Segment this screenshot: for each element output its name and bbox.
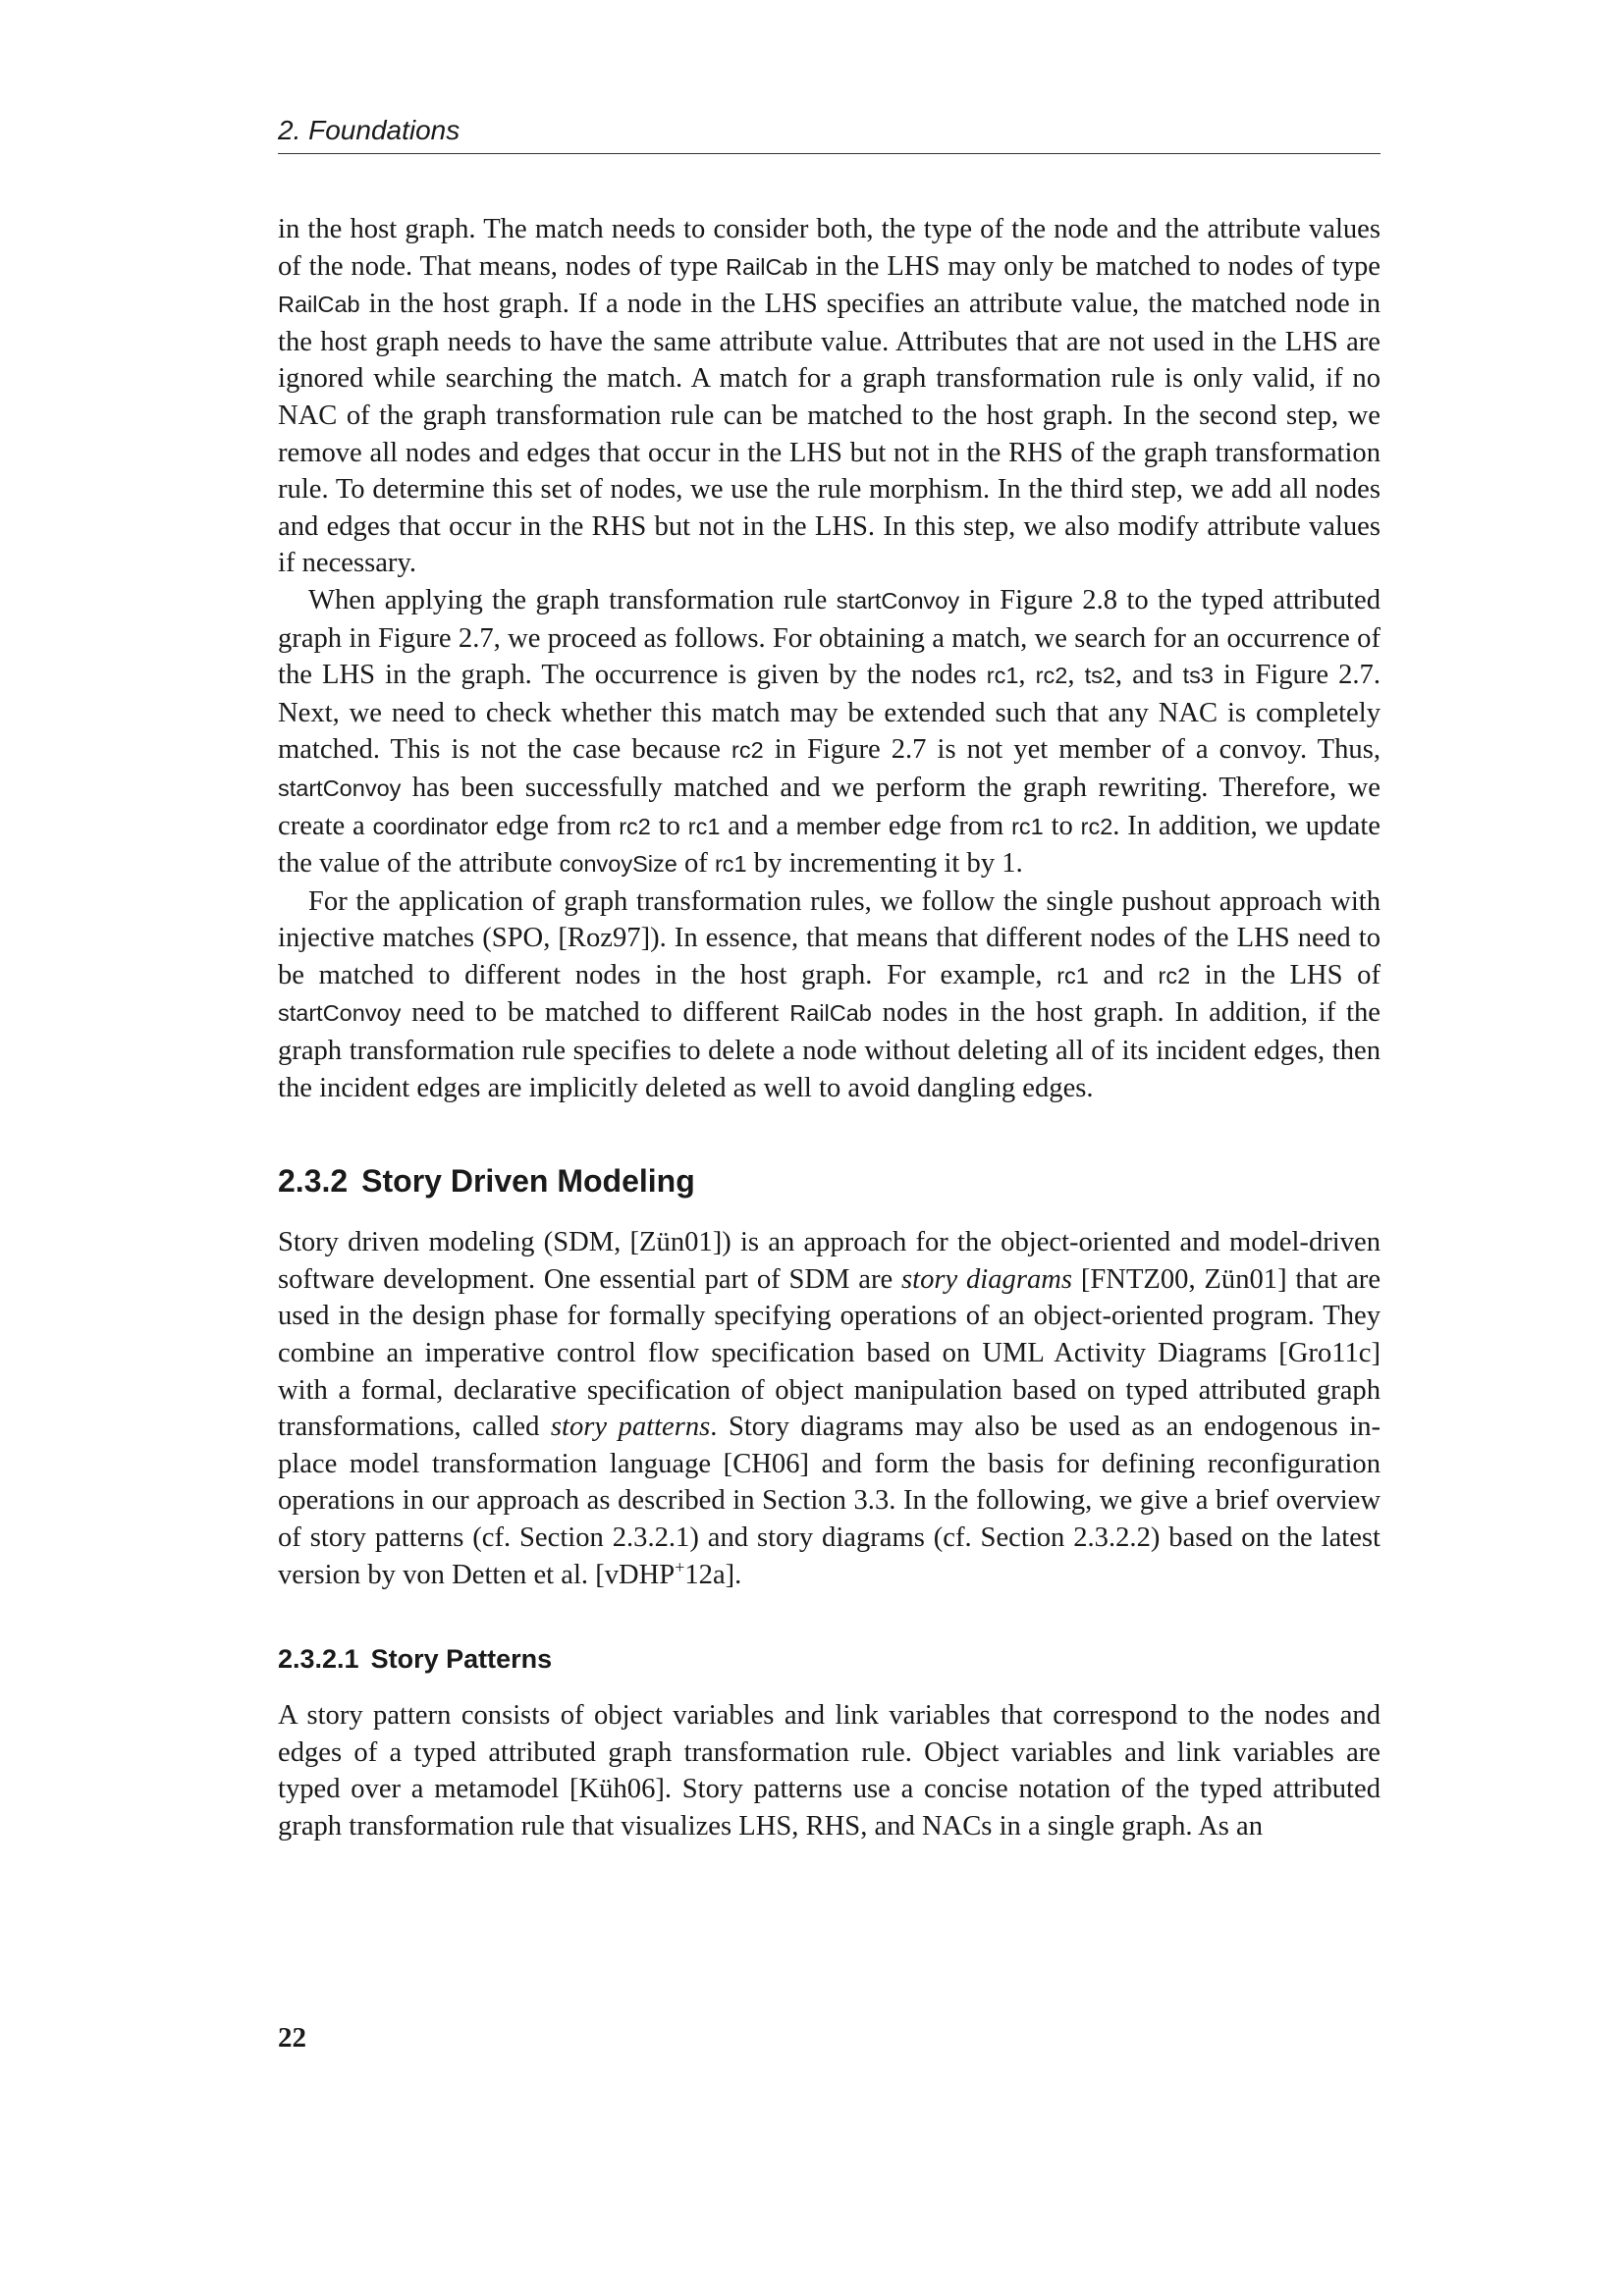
text-run: and xyxy=(1088,959,1159,990)
code-identifier: rc1 xyxy=(1011,813,1044,839)
text-run: nodes in the host graph. In addition, if the graph transformation rule specifies to delete a node without deleting all of its incident edges, then the incident edges are implicitly deleted as well to avoid dangling edges. xyxy=(278,997,1380,1103)
code-identifier: rc2 xyxy=(1080,813,1113,839)
text-run: For the application of graph transformation rules, we follow the single pushout approach with injective matches (SPO, [Roz97]). In essence, that means that different nodes of the LHS need to be matched to different nodes in the host graph. For example, xyxy=(278,885,1380,990)
superscript: + xyxy=(675,1557,685,1577)
text-run: in Figure 2.8 to the typed attributed graph in Figure 2.7, we proceed as follows. For obtaining a match, we search for an occurrence of the LHS in the graph. The occurrence is given by the nodes xyxy=(278,584,1380,691)
paragraph xyxy=(278,211,1380,582)
code-identifier: rc2 xyxy=(1035,663,1068,689)
section-number: 2.3.2 xyxy=(278,1163,349,1200)
text-run: , and xyxy=(1114,660,1183,691)
code-identifier: rc1 xyxy=(986,663,1019,689)
code-identifier: rc2 xyxy=(1158,962,1191,988)
text-run: , xyxy=(1018,660,1036,691)
code-identifier: rc1 xyxy=(714,851,747,878)
text-run: . Story diagrams may also be used as an endogenous in-place model transformation language [CH06] and form the basis for defining reconfiguration operations in our approach as described in Section 3.3. In the following, we give a brief overview of story patterns (cf. Section 2.3.2.1) and story diagrams (cf. Section 2.3.2.2) based on the latest version by von Detten et al. [vDHP xyxy=(278,1412,1381,1590)
text-run: Story driven modeling (SDM, [Zün01]) is an approach for the object-oriented and model-driven software development. One essential part of SDM are xyxy=(278,1227,1380,1295)
text-run: edge from xyxy=(881,810,1012,841)
code-identifier: startConvoy xyxy=(278,1000,402,1027)
code-identifier: rc1 xyxy=(687,813,721,839)
code-identifier: RailCab xyxy=(726,253,808,280)
code-identifier: startConvoy xyxy=(278,774,402,801)
code-identifier: rc2 xyxy=(731,737,764,764)
subsection-number: 2.3.2.1 xyxy=(278,1644,359,1675)
text-run: to xyxy=(1043,810,1081,841)
subsection-heading xyxy=(278,1642,1380,1676)
section-heading xyxy=(278,1161,1380,1201)
emphasis: story diagrams xyxy=(901,1263,1073,1295)
code-identifier: rc2 xyxy=(619,813,651,839)
text-run: A story pattern consists of object variables and link variables that correspond to the nodes and edges of a typed attributed graph transformation rule. Object variables and link variables are typed over a metamodel [Küh06]. Story patterns use a concise notation of the typed attributed graph transformation rule that visualizes LHS, RHS, and NACs in a single graph. As an xyxy=(278,1700,1380,1842)
body-text xyxy=(278,211,1380,1845)
text-run: edge from xyxy=(488,810,620,841)
paragraphs-section xyxy=(278,1224,1380,1593)
text-run: and a xyxy=(720,810,796,841)
paragraph xyxy=(278,582,1380,883)
text-run: by incrementing it by 1. xyxy=(746,848,1023,880)
code-identifier: convoySize xyxy=(559,851,677,878)
text-run: in the LHS may only be matched to nodes of type xyxy=(807,250,1380,282)
code-identifier: RailCab xyxy=(278,292,360,318)
paragraph xyxy=(278,883,1380,1107)
code-identifier: ts3 xyxy=(1182,663,1214,689)
running-head: 2. Foundations xyxy=(278,114,1380,154)
section-title: Story Driven Modeling xyxy=(361,1163,695,1200)
text-run: in the host graph. The match needs to consider both, the type of the node and the attribute values of the node. That means, nodes of type xyxy=(278,214,1380,282)
code-identifier: member xyxy=(795,813,882,839)
code-identifier: startConvoy xyxy=(836,587,960,614)
text-run: of xyxy=(677,848,715,880)
text-run: 12a]. xyxy=(684,1559,742,1590)
text-run: in Figure 2.7 is not yet member of a convoy. Thus, xyxy=(763,734,1381,766)
text-run: , xyxy=(1067,660,1085,691)
paragraphs-subsection xyxy=(278,1697,1380,1844)
text-run: in Figure 2.7. Next, we need to check whether this match may be extended such that any NAC is completely matched. This is not the case because xyxy=(278,660,1381,766)
text-run: to xyxy=(650,810,688,841)
text-run: need to be matched to different xyxy=(401,997,790,1029)
paragraph xyxy=(278,1697,1380,1844)
subsection-title: Story Patterns xyxy=(370,1644,553,1675)
text-run: When applying the graph transformation rule xyxy=(308,584,837,615)
code-identifier: rc1 xyxy=(1056,962,1089,988)
paragraphs-top xyxy=(278,211,1380,1106)
page-number: 22 xyxy=(278,2022,306,2054)
text-run: in the host graph. If a node in the LHS specifies an attribute value, the matched node in the host graph needs to have the same attribute value. Attributes that are not used in the LHS are ignored while searching the match. A match for a graph transformation rule is only valid, if no NAC of the graph transformation rule can be matched to the host graph. In the second step, we remove all nodes and edges that occur in the LHS but not in the RHS of the graph transformation rule. To determine this set of nodes, we use the rule morphism. In the third step, we add all nodes and edges that occur in the RHS but not in the LHS. In this step, we also modify attribute values if necessary. xyxy=(278,289,1380,579)
emphasis: story patterns xyxy=(550,1412,711,1443)
text-run: . In addition, we update the value of the attribute xyxy=(278,810,1380,880)
code-identifier: ts2 xyxy=(1084,663,1115,689)
code-identifier: RailCab xyxy=(789,1000,872,1027)
text-run: has been successfully matched and we perform the graph rewriting. Therefore, we create a xyxy=(278,772,1380,841)
text-run: [FNTZ00, Zün01] that are used in the design phase for formally specifying operations of an object-oriented program. They combine an imperative control flow specification based on UML Activity Diagrams [Gro11c] with a formal, declarative specification of object manipulation based on typed attributed graph transformations, called xyxy=(278,1263,1381,1443)
code-identifier: coordinator xyxy=(372,813,489,839)
text-run: in the LHS of xyxy=(1190,959,1381,990)
paragraph xyxy=(278,1224,1380,1593)
